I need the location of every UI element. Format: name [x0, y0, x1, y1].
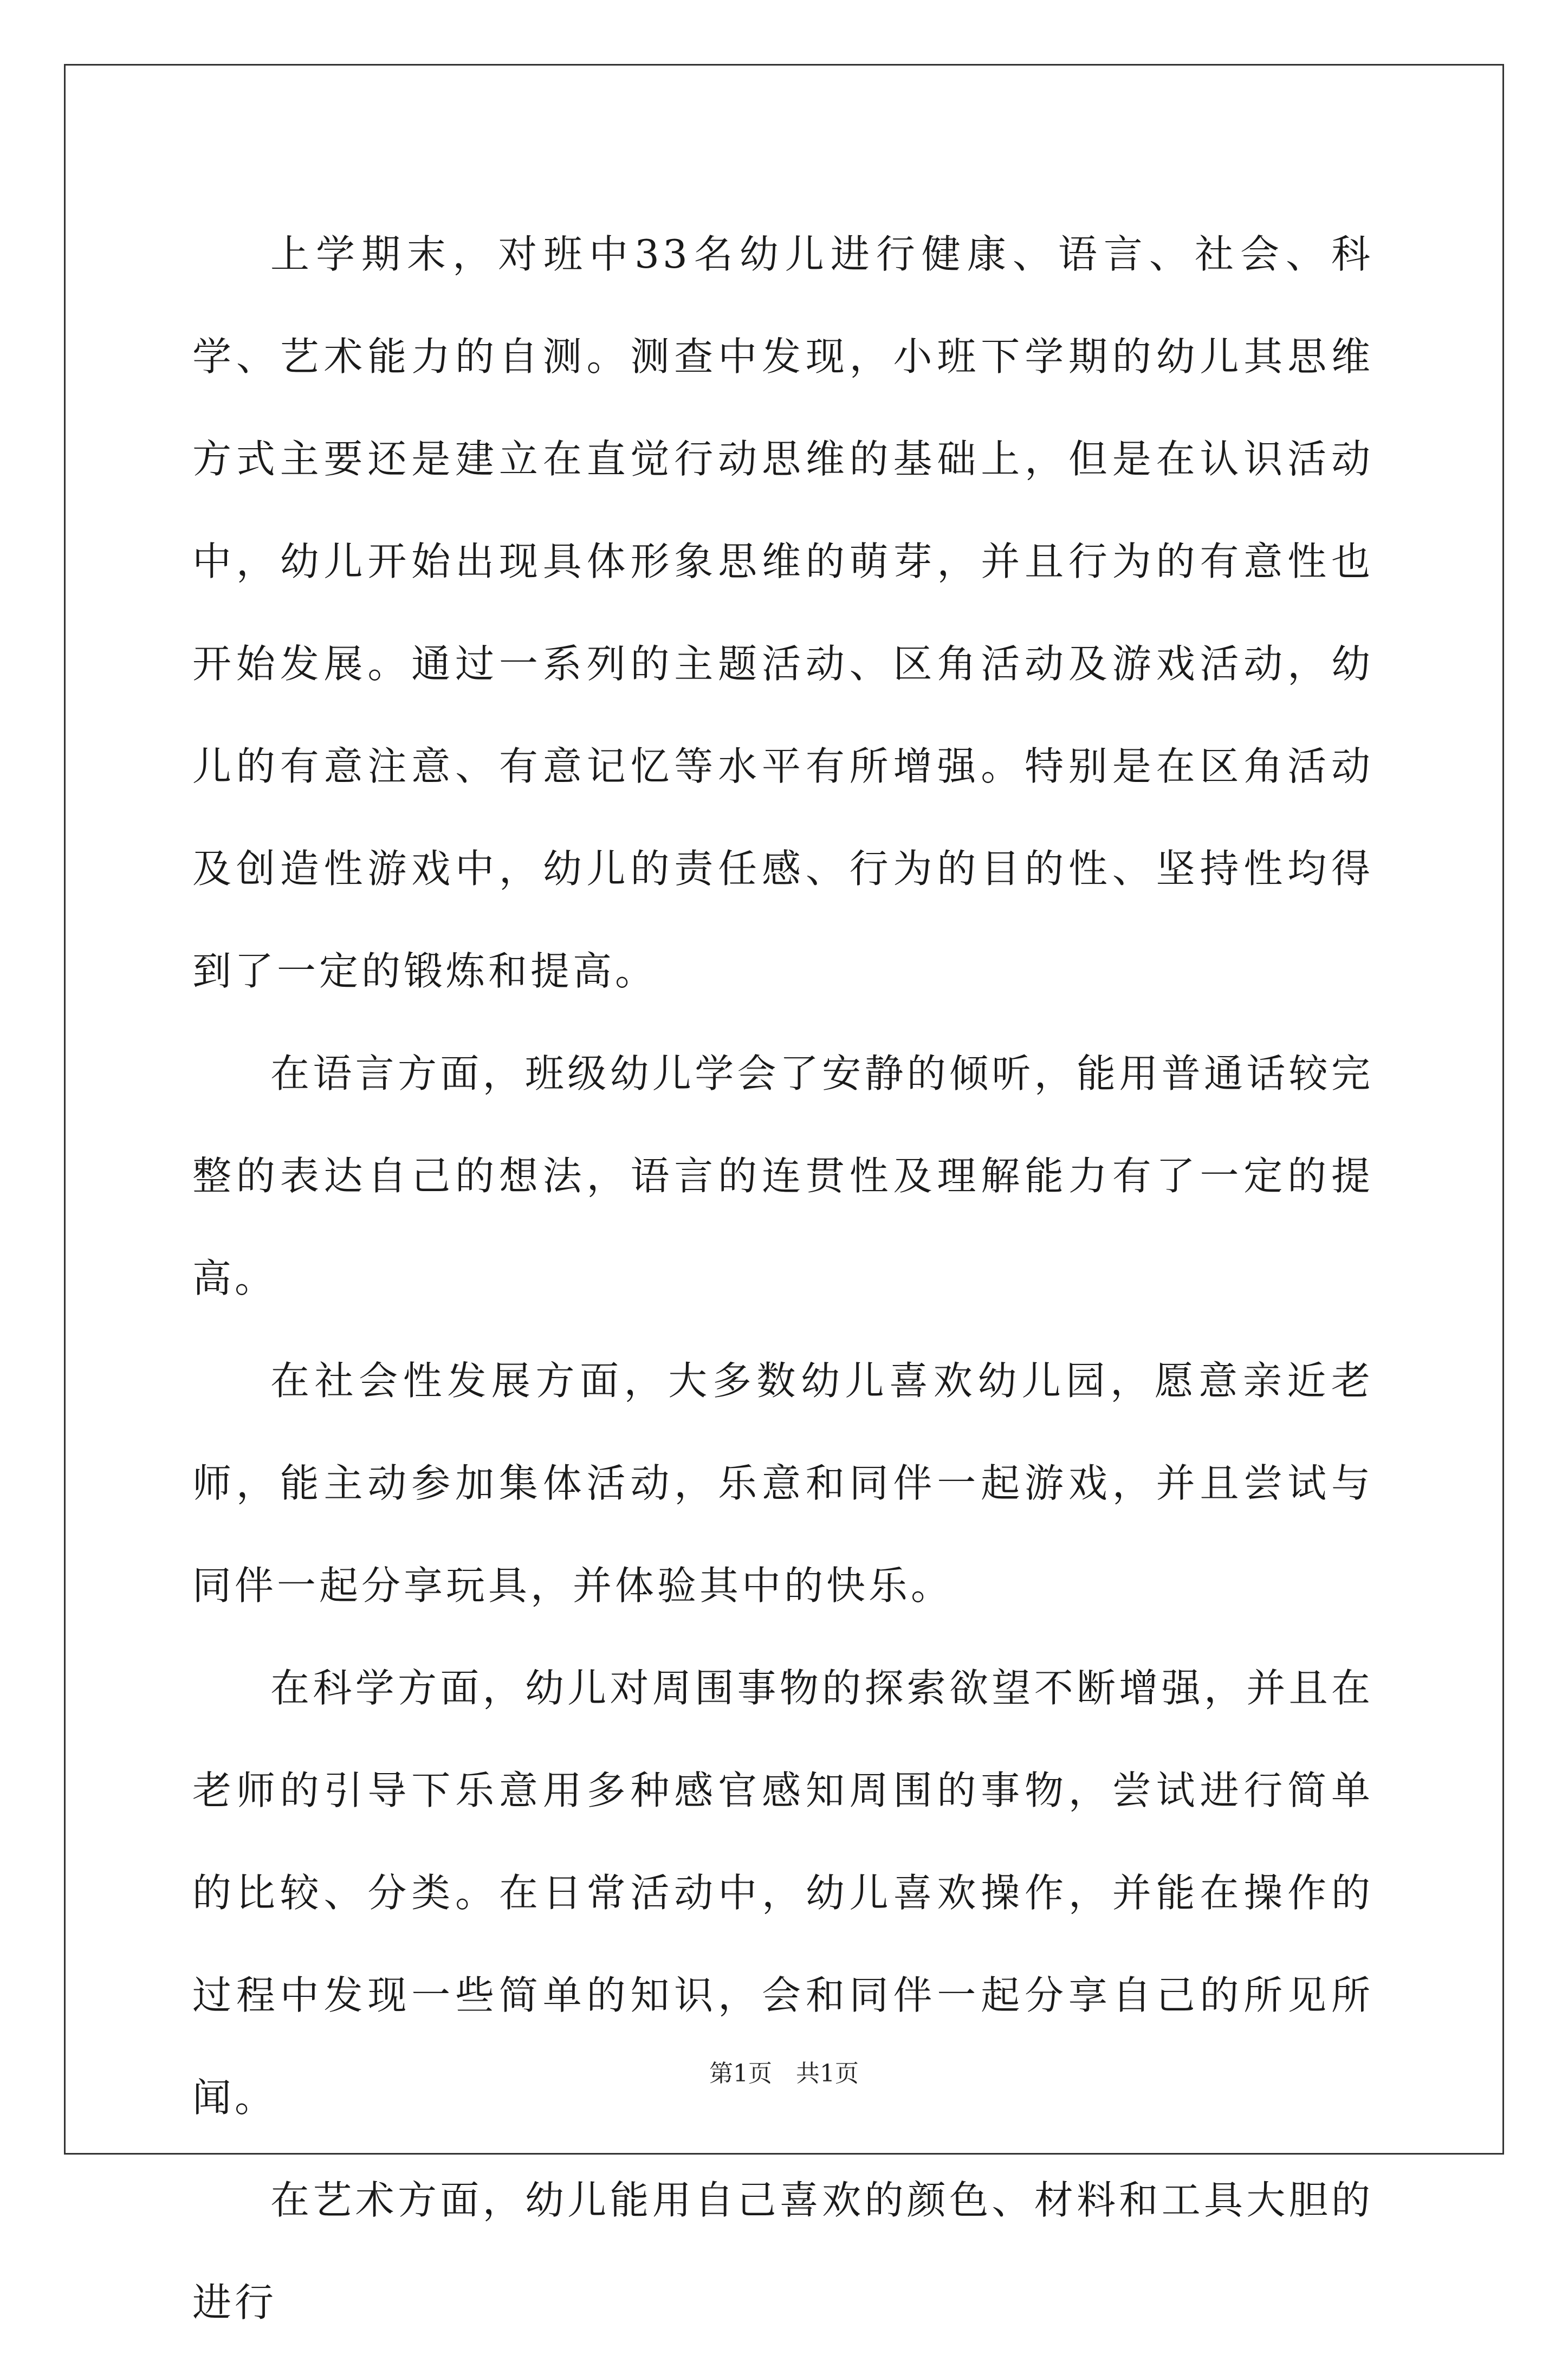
- paragraph-1: 上学期末，对班中33名幼儿进行健康、语言、社会、科学、艺术能力的自测。测查中发现，小班下学期的幼儿其思维方式主要还是建立在直觉行动思维的基础上，但是在认识活动中，幼儿开始出现具体形象思维的萌芽，并且行为的有意性也开始发展。通过一系列的主题活动、区角活动及游戏活动，幼儿的有意注意、有意记忆等水平有所增强。特别是在区角活动及创造性游戏中，幼儿的责任感、行为的目的性、坚持性均得到了一定的锻炼和提高。: [192, 231, 1373, 994]
- paragraph-4: 在科学方面，幼儿对周围事物的探索欲望不断增强，并且在老师的引导下乐意用多种感官感知周围的事物，尝试进行简单的比较、分类。在日常活动中，幼儿喜欢操作，并能在操作的过程中发现一些简单的知识，会和同伴一起分享自己的所见所闻。: [192, 1665, 1373, 2120]
- paragraph-3: 在社会性发展方面，大多数幼儿喜欢幼儿园，愿意亲近老师，能主动参加集体活动，乐意和同伴一起游戏，并且尝试与同伴一起分享玩具，并体验其中的快乐。: [192, 1358, 1373, 1608]
- document-body: [192, 203, 1373, 2354]
- paragraph-5: 在艺术方面，幼儿能用自己喜欢的颜色、材料和工具大胆的进行: [192, 2177, 1373, 2325]
- paragraph-2: 在语言方面，班级幼儿学会了安静的倾听，能用普通话较完整的表达自己的想法，语言的连贯性及理解能力有了一定的提高。: [192, 1051, 1373, 1301]
- page-number-footer: 第1页 共1页: [709, 2060, 859, 2087]
